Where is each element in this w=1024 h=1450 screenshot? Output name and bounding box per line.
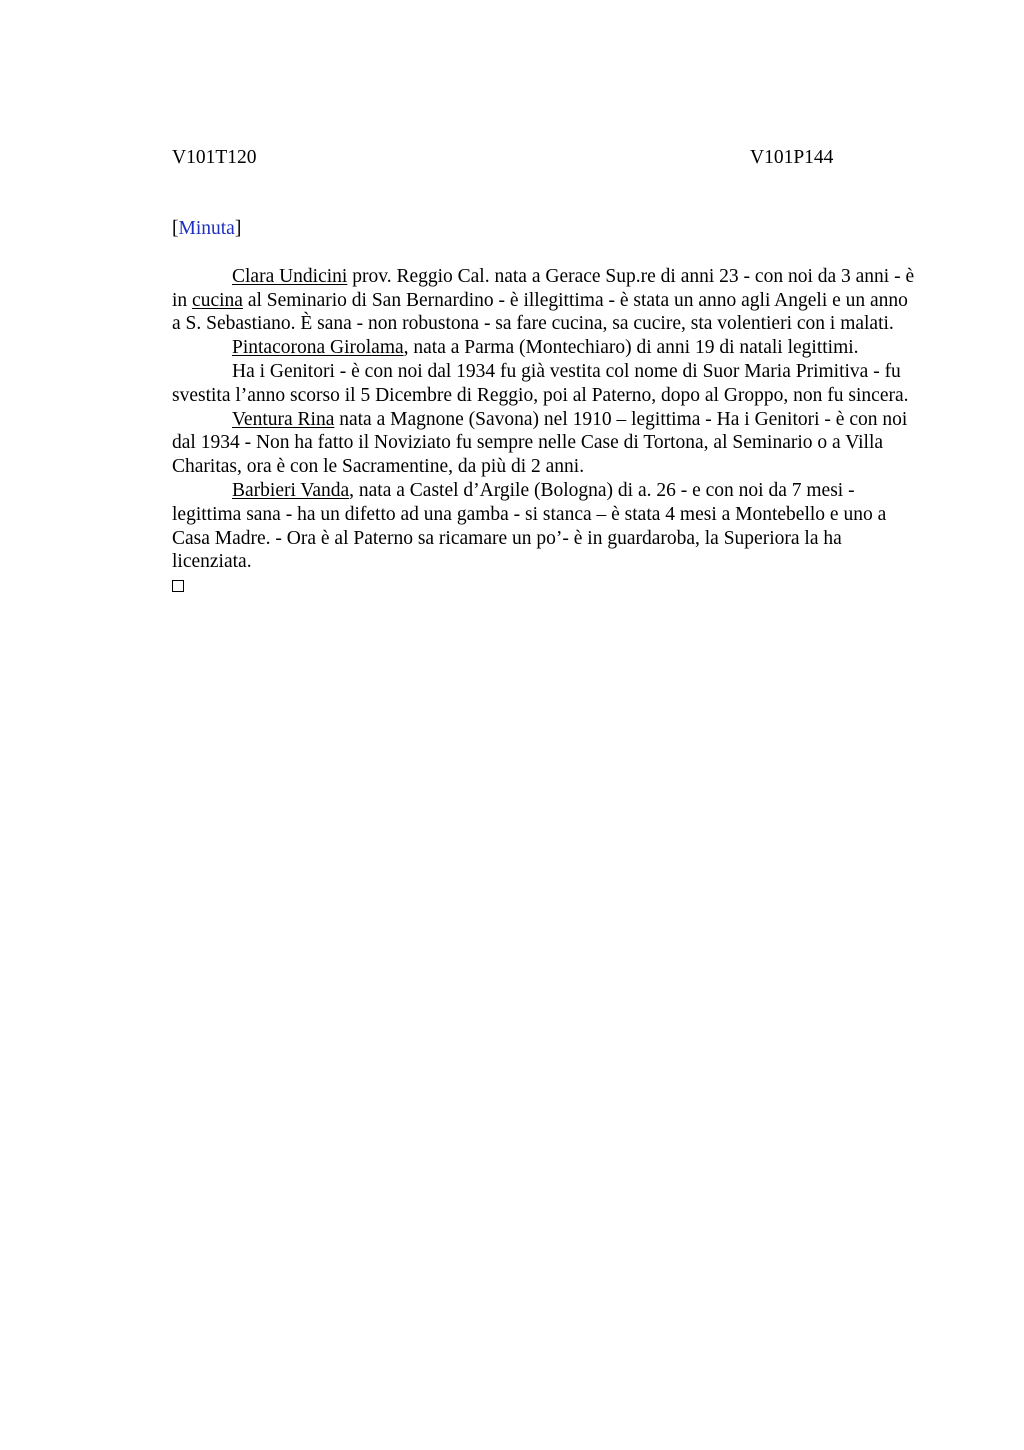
entry-text: , nata a Parma (Montechiaro) di anni 19 di natali legittimi. (403, 337, 859, 359)
person-name: Pintacorona Girolama (232, 337, 404, 359)
person-name: Clara Undicini (232, 265, 348, 287)
entry-text: Ha i Genitori - è con noi dal 1934 fu già vestita col nome di Suor Maria Primitiva - fu svestita l’anno scorso il 5 Dicembre di Reggio, poi al Paterno, dopo al Groppo, non fu sincera. (172, 360, 909, 406)
bracket-open: [ (172, 218, 179, 239)
entry-paragraph (172, 479, 920, 574)
entry-paragraph (172, 408, 920, 479)
document-code-left: V101T120 (172, 147, 257, 168)
header-row (172, 146, 920, 170)
entry-paragraph (172, 265, 920, 336)
square-icon (172, 580, 184, 592)
entry-text: prov. Reggio Cal. nata a Gerace Sup.re di anni 23 - con noi da 3 anni - è in (172, 265, 915, 311)
end-marker (172, 574, 920, 599)
document-code-right: V101P144 (750, 147, 834, 168)
entry-text: nata a Magnone (Savona) nel 1910 – legittima - Ha i Genitori - è con noi dal 1934 - Non ha fatto il Noviziato fu sempre nelle Case di Tortona, al Seminario o a Villa Charitas, ora è con le Sacramentine, da più di 2 anni. (172, 408, 908, 478)
entries (172, 265, 920, 574)
minuta-link[interactable]: Minuta (178, 218, 235, 239)
bracket-close: ] (234, 218, 242, 239)
entry-text: al Seminario di San Bernardino - è illegittima - è stata un anno agli Angeli e un anno a S. Sebastiano. È sana - non robustona - sa fare cucina, sa cucire, sta volentieri con i malati. (172, 289, 908, 335)
person-name: Barbieri Vanda (232, 479, 350, 501)
minuta-label (172, 217, 920, 241)
entry-paragraph (172, 360, 920, 408)
document-page (172, 146, 920, 599)
entry-text: , nata a Castel d’Argile (Bologna) di a. 26 - e con noi da 7 mesi - legittima sana - ha un difetto ad una gamba - si stanca – è stata 4 mesi a Montebello e uno a Casa Madre. - Ora è al Paterno sa ricamare un po’- è in guardaroba, la Superiora la ha licenziata. (172, 479, 887, 573)
entry-paragraph (172, 336, 920, 360)
underlined-word: cucina (192, 289, 243, 311)
person-name: Ventura Rina (232, 408, 335, 430)
